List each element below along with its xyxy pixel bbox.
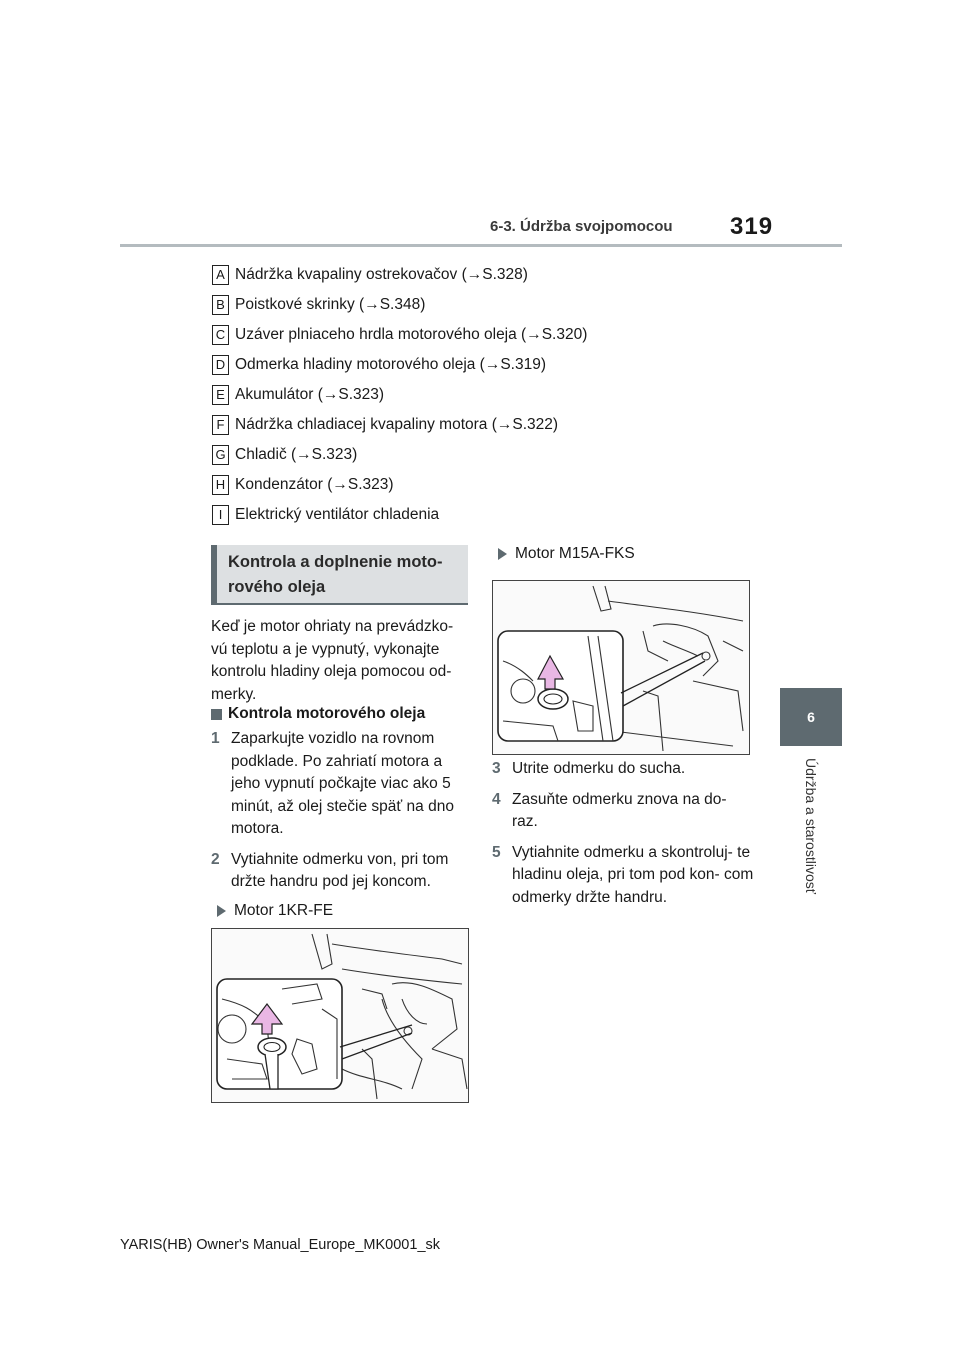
page-number: 319: [730, 213, 774, 240]
legend-text: Chladič (→S.323): [235, 446, 358, 463]
legend-item: [212, 380, 732, 410]
motor-label-left: [211, 902, 469, 920]
step-number: 3: [492, 760, 501, 777]
step-text: Vytiahnite odmerku von, pri tom držte handru pod jej koncom.: [231, 850, 449, 890]
step-text: Utrite odmerku do sucha.: [512, 760, 686, 777]
square-bullet-icon: [211, 709, 222, 720]
engine-drawing-m15a: [493, 581, 749, 754]
step: [211, 728, 469, 841]
motor-label-right: [492, 545, 635, 563]
step-text: Vytiahnite odmerku a skontroluj- te hladinu oleja, pri tom pod kon- com odmerky držte handru.: [512, 843, 754, 906]
step: [492, 758, 754, 781]
legend-text: Nádržka kvapaliny ostrekovačov (→S.328): [235, 266, 528, 283]
step-number: 1: [211, 730, 220, 747]
steps-left: [211, 728, 469, 920]
legend-text: Elektrický ventilátor chladenia: [235, 506, 440, 523]
legend-item: [212, 350, 732, 380]
legend-text: Nádržka chladiacej kvapaliny motora (→S.322): [235, 416, 559, 433]
legend-letter: G: [212, 445, 229, 465]
legend-letter: H: [212, 475, 229, 495]
legend-letter: D: [212, 355, 229, 375]
subheading-text: Kontrola motorového oleja: [228, 705, 426, 722]
legend-letter: F: [212, 415, 229, 435]
legend-letter: C: [212, 325, 229, 345]
legend-item: [212, 410, 732, 440]
step-text: Zasuňte odmerku znova na do- raz.: [512, 790, 727, 830]
step: [492, 789, 754, 834]
chapter-title: Údržba a starostlivosť: [803, 758, 819, 894]
motor-name: Motor M15A-FKS: [515, 545, 635, 562]
step-number: 2: [211, 850, 220, 868]
chapter-tab: 6: [780, 688, 842, 746]
legend-item: [212, 260, 732, 290]
legend-letter: A: [212, 265, 229, 285]
triangle-bullet-icon: [498, 548, 507, 560]
legend-item: [212, 500, 732, 530]
engine-illustration-1kr: [211, 928, 469, 1103]
legend-text: Kondenzátor (→S.323): [235, 476, 394, 493]
triangle-bullet-icon: [217, 905, 226, 917]
chapter-label-wrap: [780, 746, 842, 906]
legend-item: [212, 440, 732, 470]
step: [492, 842, 754, 910]
step-text: Zaparkujte vozidlo na rovnom podklade. Po zahriatí motora a jeho vypnutí počkajte viac ako 5 minút, až olej stečie späť na dno motora.: [231, 730, 454, 837]
step-number: 5: [492, 843, 501, 861]
legend-letter: E: [212, 385, 229, 405]
parts-legend: [212, 260, 732, 530]
footer-text: YARIS(HB) Owner's Manual_Europe_MK0001_sk: [119, 1237, 441, 1253]
legend-text: Odmerka hladiny motorového oleja (→S.319): [235, 356, 547, 373]
legend-text: Uzáver plniaceho hrdla motorového oleja (→S.320): [235, 326, 588, 343]
motor-name: Motor 1KR-FE: [234, 901, 334, 919]
section-title: 6-3. Údržba svojpomocou: [490, 218, 673, 235]
step: [211, 849, 469, 894]
legend-item: [212, 290, 732, 320]
footer: [0, 1237, 960, 1253]
section-heading-box: [211, 545, 468, 605]
legend-item: [212, 320, 732, 350]
legend-letter: B: [212, 295, 229, 315]
header-rule: [120, 244, 842, 247]
section-heading: Kontrola a doplnenie moto- rového oleja: [228, 553, 443, 596]
step-number: 4: [492, 790, 501, 808]
steps-right: [492, 758, 754, 917]
legend-letter: I: [212, 505, 229, 525]
legend-item: [212, 470, 732, 500]
legend-text: Poistkové skrinky (→S.348): [235, 296, 426, 313]
subheading: [211, 705, 468, 723]
intro-paragraph: Keď je motor ohriaty na prevádzko- vú teplotu a je vypnutý, vykonajte kontrolu hladiny oleja pomocou od- merky.: [211, 618, 454, 703]
engine-drawing-1kr: [212, 929, 468, 1102]
legend-text: Akumulátor (→S.323): [235, 386, 385, 403]
engine-illustration-m15a: [492, 580, 750, 755]
